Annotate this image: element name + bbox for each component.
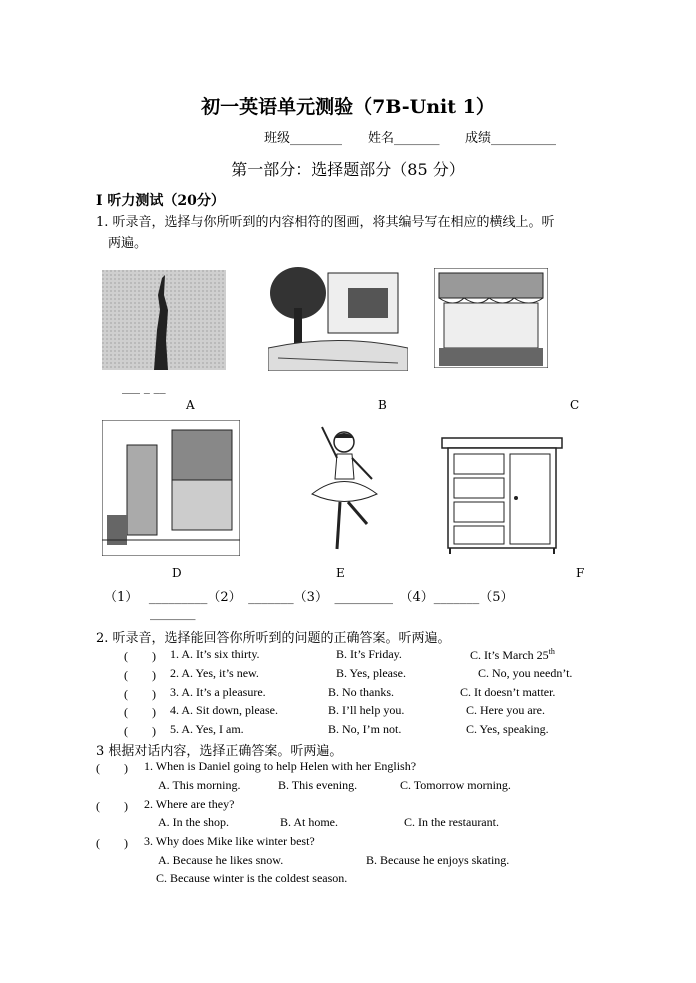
q1-instruction-line1: 1. 听录音，选择与你所听到的内容相符的图画，将其编号写在相应的横线上。听 [96,215,555,230]
q2-item-4-paren: ( ) [124,705,156,719]
q2-item-3-paren: ( ) [124,687,156,701]
q2-item-4-b: B. I’ll help you. [328,703,405,717]
picture-a [102,270,226,370]
q2-item-1-c [470,647,555,663]
q3-item-1-question: 1. When is Daniel going to help Helen with her English? [144,759,417,773]
class-field: 班级________ [264,131,343,146]
q2-item-5-paren: ( ) [124,724,156,738]
q2-item-1-paren: ( ) [124,649,156,663]
picture-label-b: B [378,398,387,412]
q3-item-2-opt-c: C. In the restaurant. [404,815,499,829]
q2-item-2-c: C. No, you needn’t. [478,666,573,680]
picture-d [102,420,240,556]
q2-item-4-c: C. Here you are. [466,703,545,717]
q3-item-1-opt-a: A. This morning. [158,778,241,792]
q3-item-2-opt-a: A. In the shop. [158,815,229,829]
q2-item-2-a: 2. A. Yes, it’s new. [170,666,259,680]
score-field: 成绩__________ [465,131,557,146]
q2-item-3-a: 3. A. It’s a pleasure. [170,685,266,699]
q2-item-3-c: C. It doesn’t matter. [460,685,556,699]
q3-item-2-paren: ( ) [96,799,128,813]
q2-item-1-a: 1. A. It’s six thirty. [170,647,260,661]
balcony-image [434,268,548,368]
picture-b [268,263,408,371]
picture-e [292,424,392,556]
q2-item-1-c-text: C. It’s March 25 [470,648,549,662]
q2-item-2-b: B. Yes, please. [336,666,407,680]
picture-label-f: F [576,566,585,580]
q3-heading: 3 根据对话内容，选择正确答案。听两遍。 [96,744,343,759]
q2-item-1-c-sup: th [548,647,555,656]
q3-item-3-question: 3. Why does Mike like winter best? [144,834,315,848]
q3-item-3-opt-a: A. Because he likes snow. [158,853,284,867]
q3-item-3-opt-b: B. Because he enjoys skating. [366,853,510,867]
q2-item-3-b: B. No thanks. [328,685,394,699]
q2-item-5-a: 5. A. Yes, I am. [170,722,244,736]
dancer-image [292,424,392,556]
cabinet-image [440,436,564,556]
page-title: 初一英语单元测验（7B-Unit 1） [201,96,495,118]
q3-item-2-opt-b: B. At home. [280,815,339,829]
q2-item-4-a: 4. A. Sit down, please. [170,703,278,717]
listening-heading: I 听力测试（20分） [96,193,225,209]
picture-label-a: A [186,398,195,412]
picture-label-c: C [570,398,580,412]
bedroom-image [102,420,240,556]
q2-item-1-b: B. It’s Friday. [336,647,402,661]
q3-item-2-question: 2. Where are they? [144,797,235,811]
q2-heading: 2. 听录音，选择能回答你所听到的问题的正确答案。听两遍。 [96,631,451,646]
q1-answer-row: （1） _________（2） _______（3） _________ （4）_______（5） [104,590,514,605]
picture-c [434,268,548,368]
q3-item-3-paren: ( ) [96,836,128,850]
q1-instruction-line2: 两遍。 [108,236,148,251]
q2-item-5-b: B. No, I’m not. [328,722,402,736]
q3-item-1-opt-b: B. This evening. [278,778,358,792]
picture-label-d: D [172,566,182,580]
q3-item-3-opt-c: C. Because winter is the coldest season. [156,871,348,885]
q3-item-1-paren: ( ) [96,761,128,775]
q3-item-1-opt-c: C. Tomorrow morning. [400,778,511,792]
picture-f [440,436,564,556]
q2-item-5-c: C. Yes, speaking. [466,722,549,736]
name-field: 姓名_______ [368,131,440,146]
q1-answer-tail: _______ [150,606,196,621]
q2-item-2-paren: ( ) [124,668,156,682]
picture-a-underline: ___ _ __ [122,380,166,394]
picture-label-e: E [336,566,345,580]
section-title: 第一部分：选择题部分（85 分） [231,160,465,179]
houses-image [268,263,408,371]
statue-image [102,270,226,370]
